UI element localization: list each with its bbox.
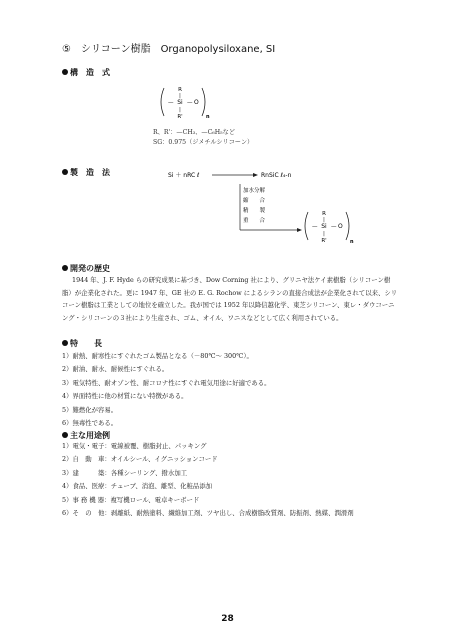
right-bracket xyxy=(346,212,349,240)
feature-item: 5）難燃化が容易。 xyxy=(62,405,118,414)
bullet-icon xyxy=(62,340,68,346)
left-bracket xyxy=(305,212,308,240)
atom-r2: R' xyxy=(177,114,183,120)
section-history-label: 開発の歴史 xyxy=(70,264,110,273)
section-uses-label: 主な用途例 xyxy=(70,431,110,440)
atom-r2: R' xyxy=(321,238,327,244)
feature-item: 6）無毒性である。 xyxy=(62,418,118,427)
feature-item: 3）電気特性、耐オゾン性、耐コロナ性にすぐれ電気用途に好適である。 xyxy=(62,378,271,387)
right-bracket xyxy=(202,88,205,116)
reactants: Si ＋ nRC ℓ xyxy=(168,172,200,179)
bond-left: — xyxy=(312,224,318,230)
left-bracket xyxy=(161,88,164,116)
polymer-formula xyxy=(305,211,354,245)
use-item: 2）自 動 車：オイルシール、イグニッションコード xyxy=(62,455,218,464)
bullet-icon xyxy=(62,169,68,175)
step-4: 重 合 xyxy=(243,218,266,224)
section-heading-structure xyxy=(62,67,110,78)
atom-r1: R xyxy=(178,87,182,93)
atom-si: Si xyxy=(321,223,327,230)
structure-note-1: R、R'：—CH₃、—C₆H₅など xyxy=(153,129,236,136)
step-1: 加水分解 xyxy=(243,188,266,194)
bond-mid: — xyxy=(187,100,193,106)
bond-bottom: | xyxy=(179,107,181,113)
feature-item: 1）耐熱、耐寒性にすぐれたゴム製品となる（－80℃～ 300℃）。 xyxy=(62,352,253,360)
use-item: 6）そ の 他：剥離紙、耐熱塗料、繊維加工剤、ツヤ出し、合成樹脂改質剤、防振剤、熱媒、潤滑剤 xyxy=(62,508,354,517)
history-paragraph: 1944 年、J. F. Hyde らの研究成果に基づき、Dow Corning 社により、グリニヤ法ケイ素樹脂（シリコーン樹脂）が企業化された。更に 1947 年、GE 社の E. G. Rochow によるシランの直接合成法が企業化されて以来、シリコーン樹脂は工業としての地位を確立した。我が国では 1952 年以降信越化学、東芝シリコーン、東レ・ダウコーニング・シリコーンの３社により生産され、ゴム、オイル、ワニスなどとして広く利用されている。 xyxy=(62,276,398,322)
use-item: 5）事 務 機 器：複写機ロール、電卓キーボード xyxy=(62,495,200,504)
uses-list xyxy=(62,440,354,520)
section-heading-features xyxy=(62,338,102,349)
subscript-n: n xyxy=(350,239,354,245)
step-3: 精 製 xyxy=(243,208,266,214)
section-heading-method xyxy=(62,167,110,178)
feature-item: 2）耐油、耐水、耐候性にすぐれる。 xyxy=(62,365,169,374)
section-heading-history xyxy=(62,263,110,274)
bond-left: — xyxy=(168,100,174,106)
product: RnSiC ℓ₄-n xyxy=(261,172,292,179)
atom-o: O xyxy=(338,223,343,230)
bullet-icon xyxy=(62,265,68,271)
use-item: 1）電気・電子：電線被覆、樹脂封止、パッキング xyxy=(62,442,207,450)
bond-top: | xyxy=(179,93,181,99)
step-2: 縮 合 xyxy=(243,198,266,204)
bullet-icon xyxy=(62,432,68,438)
bond-mid: — xyxy=(331,224,337,230)
arrow-head-1 xyxy=(253,173,258,177)
atom-r1: R xyxy=(322,211,326,217)
subscript-n: n xyxy=(206,114,210,120)
atom-o: O xyxy=(194,99,199,106)
bond-bottom: | xyxy=(323,231,325,237)
bullet-icon xyxy=(62,69,68,75)
page-title: ⑤ シリコーン樹脂 Organopolysiloxane, SI xyxy=(62,44,276,55)
page-number: 28 xyxy=(221,614,234,624)
use-item: 4）食品、医療：チューブ、消泡、離型、化粧品添加 xyxy=(62,482,213,491)
atom-si: Si xyxy=(177,99,183,106)
section-method-label: 製 造 法 xyxy=(70,168,110,177)
structure-formula xyxy=(150,82,240,124)
features-list xyxy=(62,350,271,430)
feature-item: 4）界面特性に他の材質にない特徴がある。 xyxy=(62,392,188,401)
section-features-label: 特 長 xyxy=(70,339,102,348)
use-item: 3）建 築：各種シーリング、撥水加工 xyxy=(62,468,188,477)
manufacturing-scheme xyxy=(150,160,370,252)
arrow-head-2 xyxy=(297,228,302,232)
bond-top: | xyxy=(323,217,325,223)
structure-note-2: SG：0.975（ジメチルシリコーン） xyxy=(153,139,254,146)
section-structure-label: 構 造 式 xyxy=(70,68,110,77)
